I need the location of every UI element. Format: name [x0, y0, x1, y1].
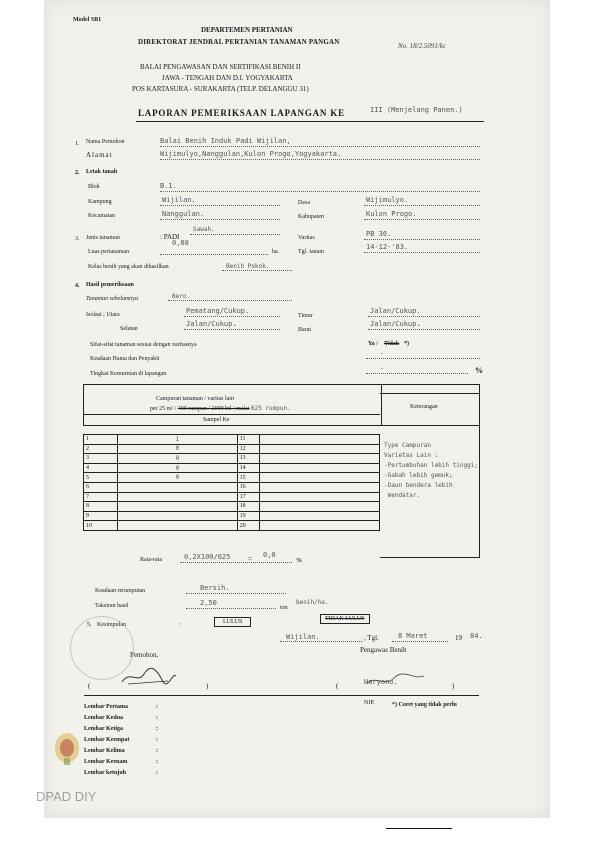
title-underline	[136, 121, 484, 122]
sample-value-cell	[118, 492, 238, 502]
report-stage: III (Menjelang Panen.)	[370, 106, 463, 114]
sample-number-cell: 14	[237, 463, 260, 473]
sample-number-cell: 10	[84, 521, 118, 531]
table-row	[84, 435, 380, 445]
average-equals: =	[248, 555, 252, 563]
previous-crop-label: Tanaman sebelumnya	[86, 296, 138, 302]
sample-number-cell: 15	[237, 473, 260, 483]
directorate-name: DIREKTORAT JENDRAL PERTANIAN TANAMAN PANGAN	[138, 38, 340, 46]
table-row	[84, 444, 380, 454]
sample-value-cell: 0	[118, 444, 238, 454]
model-code: Model SB1	[73, 17, 102, 23]
purity-value: -	[380, 365, 385, 373]
isolation-north-label: Isolasi ; Utara	[86, 312, 120, 318]
traits-yes: Ya /	[368, 341, 378, 347]
sample-value-cell	[118, 511, 238, 521]
address-label: Alamat	[86, 151, 113, 159]
average-unit: %	[296, 558, 302, 564]
table-row	[84, 521, 380, 531]
traits-no: Tidak	[384, 341, 400, 347]
table-row	[84, 482, 380, 492]
area-unit: ha.	[272, 249, 280, 255]
sample-number-cell: 13	[237, 454, 260, 464]
table-header-line-1: Campuran tanaman / varitas lain	[156, 396, 234, 402]
inspector-close-paren: )	[452, 682, 455, 690]
traits-note-mark: *)	[404, 341, 409, 347]
kecamatan-label: Kecamatan	[88, 213, 115, 219]
sample-number-cell: 12	[237, 444, 260, 454]
sample-value-cell: 0	[118, 473, 238, 483]
sample-number-cell: 8	[84, 502, 118, 512]
applicant-open-paren: (	[88, 682, 91, 690]
purity-label: Tingkat Kemurnian di lapangan	[90, 371, 167, 377]
isolation-south-label: Selatan	[120, 326, 138, 332]
isolation-north-value: Pematang/Cukup.	[186, 307, 250, 315]
keterangan-line: -Daun bendera lebih	[384, 482, 453, 489]
section-5-number: 5.	[87, 622, 92, 628]
nip-label: NIP.	[364, 700, 375, 706]
isolation-west-value: Jalan/Cukup.	[370, 320, 421, 328]
yield-unit-suffix: benih/ha.	[296, 599, 329, 606]
kampung-label: Kampung	[88, 199, 112, 205]
sample-value-cell: 0	[118, 454, 238, 464]
average-value: 0,0	[263, 551, 276, 559]
crest-logo	[52, 730, 82, 768]
area-label: Luas pertanaman	[88, 249, 130, 255]
sample-value-cell	[260, 435, 380, 445]
distribution-item: Lembar Keempat :	[84, 737, 158, 743]
sample-value-cell: 1	[118, 435, 238, 445]
seed-class-value: Benih Pokok.	[226, 263, 270, 270]
sample-value-cell	[260, 454, 380, 464]
table-row	[84, 463, 380, 473]
inspector-name: Haryono.	[364, 678, 398, 686]
applicant-label: Nama Pemohon	[86, 139, 125, 145]
sample-number-cell: 1	[84, 435, 118, 445]
kabupaten-label: Kabupaten	[298, 214, 324, 220]
pest-label: Keadaan Hama dan Penyakit	[90, 356, 160, 362]
sample-number-cell: 2	[84, 444, 118, 454]
bottom-rule	[386, 828, 452, 829]
section-1-number: 1.	[75, 141, 80, 147]
sample-value-cell	[118, 482, 238, 492]
dept-name: DEPARTEMEN PERTANIAN	[201, 26, 293, 34]
kecamatan-value: Nanggulan.	[162, 210, 205, 218]
area-value: 0,80	[172, 239, 189, 247]
purity-unit: %	[475, 366, 483, 375]
sample-value-cell	[260, 521, 380, 531]
crop-type-prefix: : PADI	[160, 233, 180, 241]
section-3-number: 3.	[75, 236, 80, 242]
distribution-item: Lembar Kedua :	[84, 715, 158, 721]
keterangan-line: -Pertumbuhan lebih tinggi;	[384, 462, 478, 469]
sign-date: 8 Maret	[398, 632, 428, 640]
sample-value-cell	[118, 502, 238, 512]
fail-box: TIDAK LULUS	[320, 614, 370, 624]
sample-number-cell: 19	[237, 511, 260, 521]
sample-number-cell: 4	[84, 463, 118, 473]
distribution-item: Lembar Keenam :	[84, 759, 158, 765]
desa-value: Wijimulyo.	[366, 196, 409, 204]
sample-number-cell: 5	[84, 473, 118, 483]
planting-date-label: Tgl. tanam	[298, 249, 324, 255]
location-label: Letak tanah	[86, 169, 118, 175]
footnote: *) Coret yang tidak perlu	[392, 702, 457, 708]
keterangan-line: -Gabah lebih gemuk;	[384, 472, 453, 479]
section-4-number: 4.	[75, 283, 80, 289]
sample-value-cell	[260, 463, 380, 473]
table-header-line-2: per 25 m² / 400 rumpun / 2000 btl / malai 625 rumpun.	[150, 405, 291, 412]
yield-label: Taksiran hasil	[95, 603, 129, 609]
seed-class-label: Kelas benih yang akan dihasilkan	[88, 264, 169, 270]
sample-number-cell: 16	[237, 482, 260, 492]
planting-date-value: 14-12-'83.	[366, 243, 409, 251]
blok-label: Blok	[88, 184, 100, 190]
results-label: Hasil pemeriksaan	[86, 282, 134, 288]
isolation-south-value: Jalan/Cukup.	[186, 320, 237, 328]
sample-value-cell	[260, 473, 380, 483]
keterangan-line: mendatar.	[384, 492, 421, 499]
isolation-east-label: Timur	[298, 313, 313, 319]
keterangan-text	[384, 441, 478, 501]
kabupaten-value: Kulon Progo.	[366, 210, 417, 218]
sample-value-cell	[118, 521, 238, 531]
sample-number-cell: 18	[237, 502, 260, 512]
blok-value: B.1.	[160, 182, 177, 190]
sample-value-cell	[260, 511, 380, 521]
keterangan-line: Type Campuran	[384, 442, 431, 449]
table-row	[84, 454, 380, 464]
year-prefix: 19	[455, 634, 462, 642]
document-number: No. 18/2.5091/kc	[398, 42, 447, 50]
distribution-list	[84, 702, 158, 779]
sign-place: Wijilan.	[286, 633, 320, 641]
inspector-signature	[360, 670, 430, 690]
table-row	[84, 473, 380, 483]
applicant-sign-label: Pemohon,	[130, 651, 159, 659]
sample-number-cell: 3	[84, 454, 118, 464]
sample-value-cell: 0	[118, 463, 238, 473]
distribution-item: Lembar Pertama :	[84, 704, 158, 710]
variety-value: PB 36.	[366, 230, 392, 238]
distribution-item: Lembar Ketiga :	[84, 726, 158, 732]
sample-value-cell	[260, 444, 380, 454]
previous-crop-value: Bero.	[172, 293, 191, 300]
crop-type-value: Sawah.	[193, 226, 215, 233]
sample-value-cell	[260, 482, 380, 492]
sample-number-cell: 20	[237, 521, 260, 531]
sample-number-cell: 6	[84, 482, 118, 492]
yield-value: 2,50	[200, 599, 217, 607]
yield-unit: ton	[280, 605, 288, 611]
sample-number-cell: 7	[84, 492, 118, 502]
inspector-open-paren: (	[336, 682, 339, 690]
sample-number-label: Sampel Ke	[203, 417, 230, 423]
section-2-number: 2.	[75, 170, 80, 176]
average-expression: 0,2X100/625	[184, 553, 231, 561]
weeds-value: Bersih.	[200, 584, 230, 592]
isolation-west-label: Barat	[298, 327, 311, 333]
table-row	[84, 492, 380, 502]
address-value: Wijimulyo,Nanggulan,Kulon Progo,Yogyakarta.	[160, 150, 342, 158]
conclusion-label: Kesimpulan	[97, 622, 126, 628]
applicant-value: Balai Benih Induk Padi Wijilan,	[160, 137, 291, 145]
traits-label: Sifat-sifat tanaman sesuai dengan varitasnya	[90, 342, 197, 348]
sample-table	[83, 434, 380, 531]
office-line-2: JAWA - TENGAH DAN D.I. YOGYAKARTA	[162, 74, 293, 82]
sample-number-cell: 17	[237, 492, 260, 502]
pest-value: -	[380, 350, 385, 358]
sample-number-cell: 9	[84, 511, 118, 521]
date-label: , Tgl.	[364, 634, 379, 642]
weeds-label: Keadaan rerumputan	[95, 588, 146, 594]
inspector-sign-label: Pengawas Benih	[360, 646, 407, 654]
pass-box: LULUS	[214, 617, 251, 627]
crop-type-label: Jenis tanaman	[86, 235, 120, 241]
distribution-item: Lembar Kelima :	[84, 748, 158, 754]
sample-value-cell	[260, 502, 380, 512]
sample-number-cell: 11	[237, 435, 260, 445]
desa-label: Desa	[298, 200, 310, 206]
sign-year: 84.	[470, 632, 483, 640]
faded-stamp	[70, 616, 134, 680]
isolation-east-value: Jalan/Cukup.	[370, 307, 421, 315]
table-row	[84, 502, 380, 512]
sample-value-cell	[260, 492, 380, 502]
applicant-close-paren: )	[206, 682, 209, 690]
table-row	[84, 511, 380, 521]
distribution-item: Lembar ketujuh :	[84, 770, 158, 776]
variety-label: Varitas	[298, 235, 315, 241]
kampung-value: Wijilan.	[162, 196, 196, 204]
keterangan-label: Keterangan	[410, 404, 438, 410]
report-title: LAPORAN PEMERIKSAAN LAPANGAN KE	[138, 108, 345, 118]
average-label: Rata-rata	[140, 557, 162, 563]
watermark: DPAD DIY	[36, 789, 97, 804]
keterangan-line: Varietas Lain :	[384, 452, 439, 459]
office-line-3: POS KARTASURA - SURAKARTA (TELP. DELANGGU 31)	[132, 85, 309, 93]
office-line-1: BALAI PENGAWASAN DAN SERTIFIKASI BENIH II	[140, 63, 301, 71]
